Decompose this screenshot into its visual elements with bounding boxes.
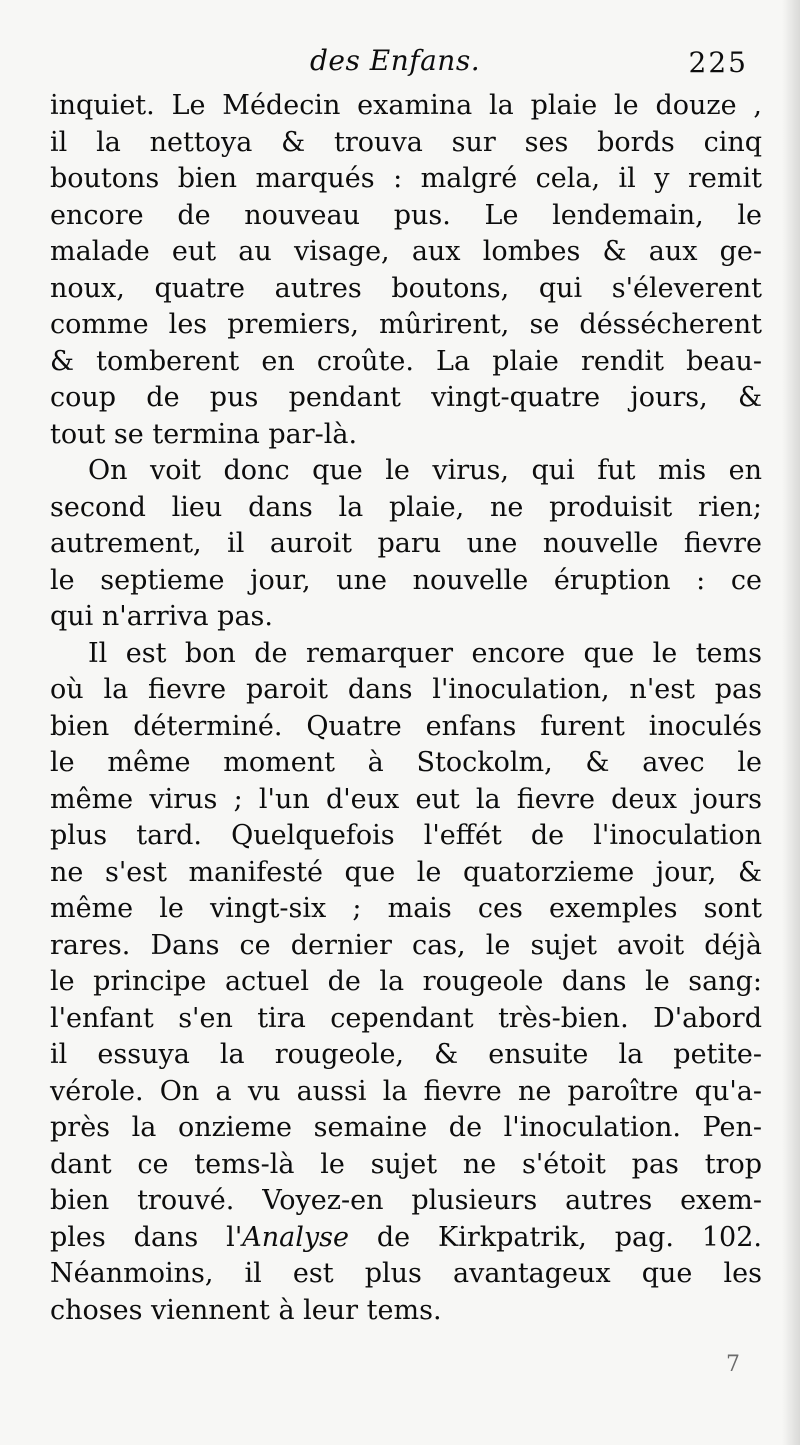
text-line: noux, quatre autres boutons, qui s'éleverent xyxy=(50,272,762,304)
body-text xyxy=(50,88,762,1329)
paragraph-2 xyxy=(50,453,762,636)
text-line: malade eut au visage, aux lombes & aux ge- xyxy=(50,236,762,267)
text-line: qui n'arriva pas. xyxy=(50,601,274,632)
text-line: Il est bon de remarquer encore que le tems xyxy=(88,637,762,669)
text-line: & tomberent en croûte. La plaie rendit beau- xyxy=(50,345,762,377)
text-line: encore de nouveau pus. Le lendemain, le xyxy=(50,199,762,231)
text-line: comme les premiers, mûrirent, se déssécherent xyxy=(50,309,762,340)
text-line: Néanmoins, il est plus avantageux que les xyxy=(50,1258,762,1289)
text-fragment: de Kirkpatrik, pag. 102. xyxy=(348,1221,762,1253)
text-line-with-italic xyxy=(50,1220,762,1257)
margin-mark: 7 xyxy=(726,1352,740,1377)
text-line: bien déterminé. Quatre enfans furent inoculés xyxy=(50,710,762,742)
text-line: l'enfant s'en tira cependant très-bien. D'abord xyxy=(50,1002,762,1034)
text-line: choses viennent à leur tems. xyxy=(50,1294,442,1326)
text-line: plus tard. Quelquefois l'effét de l'inoculation xyxy=(50,820,762,851)
page-edge-shadow xyxy=(782,0,800,1445)
text-line: il essuya la rougeole, & ensuite la petite- xyxy=(50,1039,762,1070)
page-number: 225 xyxy=(688,46,748,79)
text-line: le principe actuel de la rougeole dans le sang: xyxy=(50,966,762,997)
paragraph-1 xyxy=(50,88,762,453)
text-line: même le vingt-six ; mais ces exemples sont xyxy=(50,893,762,924)
text-line: rares. Dans ce dernier cas, le sujet avoit déjà xyxy=(50,929,762,961)
text-line: le septieme jour, une nouvelle éruption : ce xyxy=(50,564,762,596)
text-line: le même moment à Stockolm, & avec le xyxy=(50,747,762,778)
text-line: il la nettoya & trouva sur ses bords cinq xyxy=(50,126,762,158)
text-line: tout se termina par-là. xyxy=(50,418,358,450)
text-line: coup de pus pendant vingt-quatre jours, & xyxy=(50,382,762,413)
running-head: des Enfans. xyxy=(310,44,481,77)
text-line: inquiet. Le Médecin examina la plaie le douze , xyxy=(50,90,762,121)
text-line: bien trouvé. Voyez-en plusieurs autres exem- xyxy=(50,1185,762,1216)
text-fragment: ples dans l' xyxy=(50,1221,243,1253)
paragraph-3 xyxy=(50,636,762,1330)
text-line: vérole. On a vu aussi la fievre ne paroître qu'a- xyxy=(50,1075,762,1107)
text-line: boutons bien marqués : malgré cela, il y remit xyxy=(50,163,762,194)
text-line: où la fievre paroit dans l'inoculation, n'est pas xyxy=(50,674,762,705)
text-line: autrement, il auroit paru une nouvelle fievre xyxy=(50,528,762,559)
text-line: On voit donc que le virus, qui fut mis en xyxy=(88,455,762,486)
text-line: même virus ; l'un d'eux eut la fievre deux jours xyxy=(50,783,762,815)
text-line: second lieu dans la plaie, ne produisit rien; xyxy=(50,491,762,523)
text-line: dant ce tems-là le sujet ne s'étoit pas trop xyxy=(50,1148,762,1180)
text-line: près la onzieme semaine de l'inoculation. Pen- xyxy=(50,1112,762,1143)
book-title-italic: Analyse xyxy=(242,1221,349,1253)
text-line: ne s'est manifesté que le quatorzieme jour, & xyxy=(50,856,762,888)
